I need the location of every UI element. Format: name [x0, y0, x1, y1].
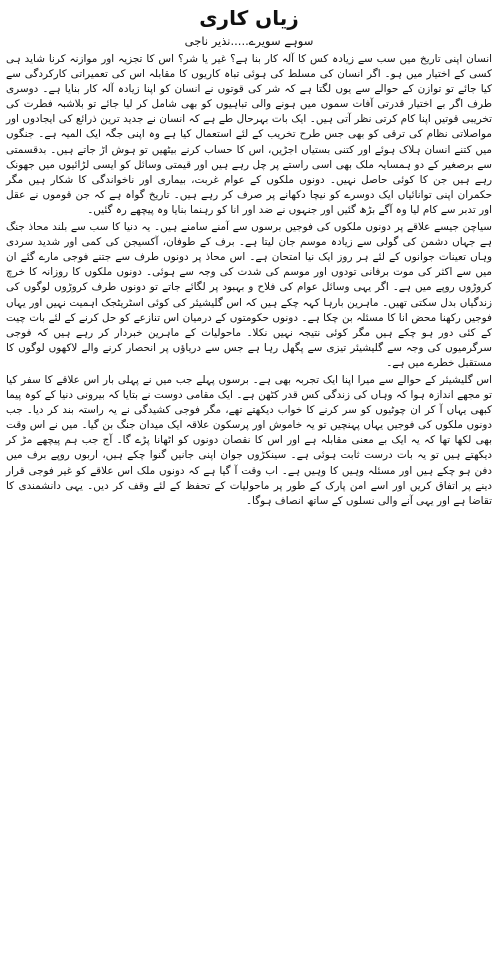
article-body — [6, 52, 492, 509]
column-byline: سوہے سویرے.....نذیر ناجی — [184, 34, 314, 48]
article-paragraph-1: انسان اپنی تاریخ میں سب سے زیادہ کس کا آلہ کار بنا ہے؟ غیر یا شر؟ اس کا تجزیہ اور موازنہ کرنا شاید ہی کسی کے اختیار میں ہو۔ اگر انسان کی مسلط کی ہوئی تباہ کاریوں کا مقابلہ اس کی تعمیراتی کارکردگی سے کیا جائے تو توازن کے حوالے سے یوں لگتا ہے کہ شر کی قوتوں نے انسان کو اپنا زیادہ آلہ کار بنایا ہے۔ دوسری طرف اگر بے اختیار قدرتی آفات سموں میں ہونے والی تباہیوں کو بھی شامل کر لیا جائے تو بلاشبہ فطرت کی تخریبی قوتیں اپنا کام کرتی نظر آتی ہیں۔ ایک بات بہرحال طے ہے کہ انسان نے جدید ترین ذرائع کی ایجادوں اور مواصلاتی نظام کی ترقی کو بھی جس طرح تخریب کے لئے استعمال کیا ہے وہ اپنی جگہ ایک المیہ ہے۔ جنگوں میں کتنے انسان ہلاک ہوئے اور کتنی بستیاں اجڑیں، اس کا حساب کرنے بیٹھیں تو ہوش اڑ جاتے ہیں۔ بدقسمتی سے برصغیر کے دو ہمسایہ ملک بھی اسی راستے پر چل رہے ہیں اور قیمتی وسائل کو ایسی لڑائیوں میں جھونک رہے ہیں جن کا کوئی حاصل نہیں۔ دونوں ملکوں کے عوام غربت، بیماری اور ناخواندگی کا شکار ہیں مگر حکمران اپنی توانائیاں ایک دوسرے کو نیچا دکھانے پر صرف کر رہے ہیں۔ تاریخ گواہ ہے کہ جن قوموں نے عقل اور تدبر سے کام لیا وہ آگے بڑھ گئیں اور جنہوں نے ضد اور انا کو رہنما بنایا وہ پیچھے رہ گئیں۔ — [6, 53, 492, 216]
article-paragraph-3: اس گلیشیئر کے حوالے سے میرا اپنا ایک تجربہ بھی ہے۔ برسوں پہلے جب میں نے پہلی بار اس علاقے کا سفر کیا تو مجھے اندازہ ہوا کہ وہاں کی زندگی کس قدر کٹھن ہے۔ ایک مقامی دوست نے بتایا کہ بیرونی دنیا کے کوہ پیما کبھی یہاں آ کر ان چوٹیوں کو سر کرنے کا خواب دیکھتے تھے، مگر فوجی کشیدگی نے یہ راستہ بند کر دیا۔ جب دونوں ملکوں کی فوجیں یہاں پہنچیں تو یہ خاموش اور پرسکون علاقہ ایک میدان جنگ بن گیا۔ میں نے اس وقت بھی لکھا تھا کہ یہ ایک بے معنی مقابلہ ہے اور اس کا نقصان دونوں کو اٹھانا پڑے گا۔ آج جب ہم پیچھے مڑ کر دیکھتے ہیں تو یہ بات درست ثابت ہوئی ہے۔ سینکڑوں جوان اپنی جانیں گنوا چکے ہیں، اربوں روپے برف میں دفن ہو چکے ہیں اور مسئلہ وہیں کا وہیں ہے۔ اب وقت آ گیا ہے کہ دونوں ملک اس علاقے کو غیر فوجی قرار دینے پر اتفاق کریں اور اسے امن پارک کے طور پر ماحولیات کے تحفظ کے لئے وقف کر دیں۔ یہی دانشمندی کا تقاضا ہے اور یہی آنے والی نسلوں کے ساتھ انصاف ہوگا۔ — [6, 373, 492, 507]
column-title: زیاں کاری — [199, 6, 299, 30]
article-paragraph-2: سیاچن جیسے علاقے پر دونوں ملکوں کی فوجیں برسوں سے آمنے سامنے ہیں۔ یہ دنیا کا سب سے بلند محاذ جنگ ہے جہاں دشمن کی گولی سے زیادہ موسم جان لیتا ہے۔ برف کے طوفان، آکسیجن کی کمی اور شدید سردی وہاں تعینات جوانوں کے لئے ہر روز ایک نیا امتحان ہے۔ اس محاذ پر دونوں طرف سے جتنے فوجی مارے گئے ان میں سے اکثر کی موت برفانی تودوں اور موسم کی شدت کی وجہ سے ہوئی۔ دونوں ملکوں کا روزانہ کا خرچ کروڑوں روپے میں ہے۔ اگر یہی وسائل عوام کی فلاح و بہبود پر لگائے جاتے تو دونوں طرف کروڑوں لوگوں کی زندگیاں بدل سکتی تھیں۔ ماہرین بارہا کہہ چکے ہیں کہ اس گلیشیئر کی کوئی اسٹریٹجک اہمیت نہیں اور یہاں فوجیں رکھنا محض انا کا مسئلہ بن چکا ہے۔ دونوں حکومتوں کے درمیان اس تنازعے کو حل کرنے کے لئے بات چیت کے کئی دور ہو چکے ہیں مگر کوئی نتیجہ نہیں نکلا۔ ماحولیات کے ماہرین خبردار کر رہے ہیں کہ فوجی سرگرمیوں کی وجہ سے گلیشیئر تیزی سے پگھل رہا ہے جس سے دریاؤں پر انحصار کرنے والے لاکھوں لوگوں کا مستقبل خطرے میں ہے۔ — [6, 221, 492, 369]
